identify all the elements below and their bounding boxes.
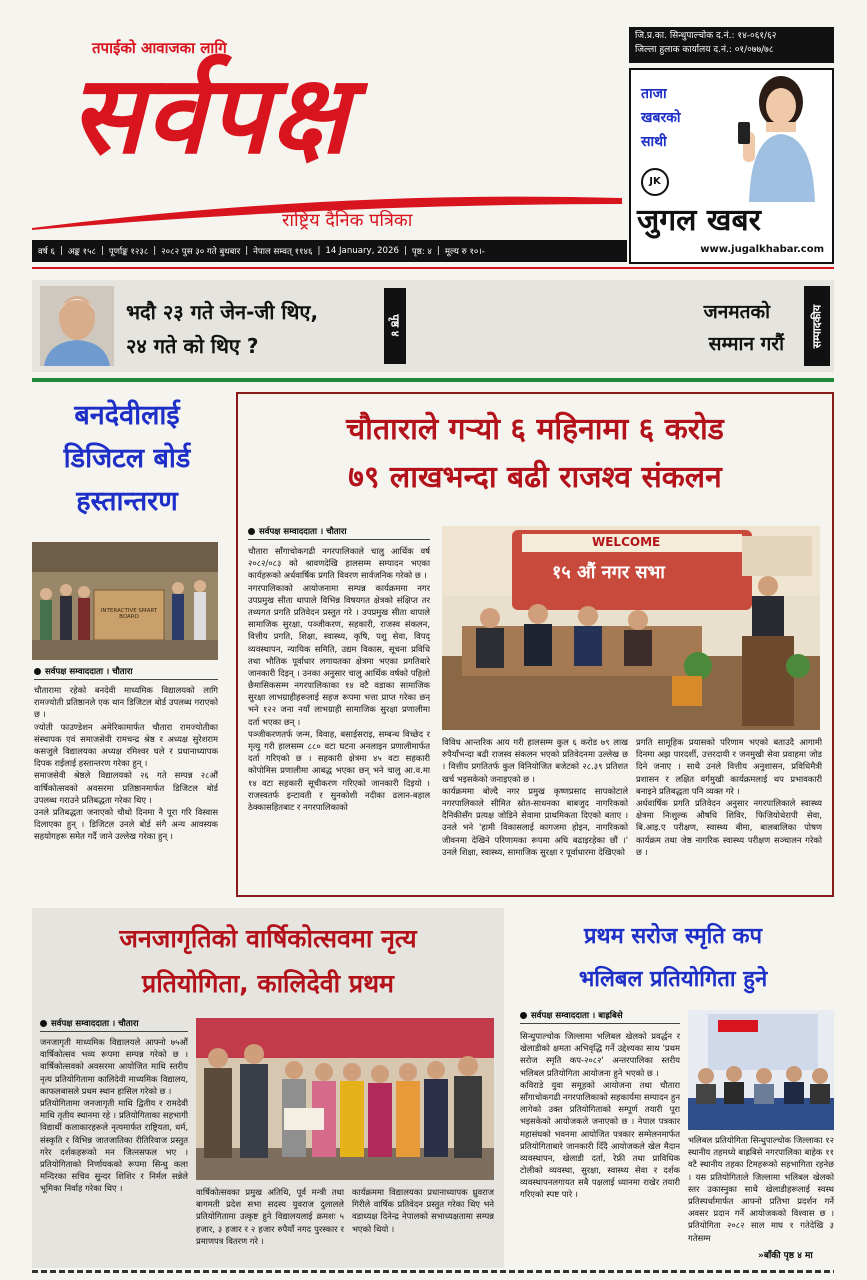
ad-tagline-3: साथी: [641, 134, 667, 150]
registration-line-2: जिल्ला हुलाक कार्यालय द.नं.: ०१/०७७/७८: [635, 44, 774, 55]
masthead-subtitle: राष्ट्रिय दैनिक पत्रिका: [282, 210, 413, 231]
teaser-page-ref[interactable]: [384, 288, 406, 364]
council-meeting-photo: [442, 526, 820, 730]
continued-link[interactable]: »बाँकी पृष्ठ ४ मा: [758, 1251, 813, 1261]
left-headline-line-2: डिजिटल बोर्ड: [63, 443, 191, 475]
editorial-tab[interactable]: [804, 286, 830, 366]
editorial-tab-label: सम्पादकीय: [810, 304, 824, 349]
bottom-right-headline-line-2: भलिबल प्रतियोगिता हुने: [578, 966, 768, 992]
main-headline-line-1: चौताराले गर्‍यो ६ महिनामा ६ करोड: [346, 412, 724, 447]
bottom-left-byline-text: सर्वपक्ष सम्वाददाता । चौतारा: [51, 1019, 139, 1029]
editorial-line-2: सम्मान गरौं: [708, 333, 784, 355]
left-story-headline[interactable]: [32, 394, 222, 524]
digital-board-photo: [32, 542, 218, 660]
left-story-byline: [34, 666, 218, 680]
bottom-left-headline-line-1: जनजागृतिको वार्षिकोत्सवमा नृत्य: [119, 924, 417, 953]
footer-rule: [32, 1270, 834, 1273]
registration-line-1: जि.प्र.का. सिन्धुपाल्चोक द.नं.: १४-०६१/६२: [635, 31, 777, 41]
bottom-left-col-1: जनजागृती माध्यमिक विद्यालयले आफ्नो ७५औं वार्षिकोत्सव भव्य रूपमा सम्पन्न गरेको छ । वार्षिकोत्सवको अवसरमा आयोजित माथि स्तरीय नृत्य प्रतियोगितामा कालिदेवी माध्यमिक विद्यालय, काफलबासले प्रथम स्थान हासिल गरेको छ । प्रतियोगितामा जनजागृती माथि द्वितीय र रामदेवी माथि तृतीय स्थानमा रहे । प्रतियोगिताका सहभागी विद्यार्थी कलाकारहरूले नृत्यमार्फत राष्ट्रियता, धर्म, संस्कृति र विभिन्न जातजातिका रीतिरिवाज प्रस्तुत गरेर दर्शकहरूको मन जित्नसफल भए । प्रतियोगिताको निर्णायकको रूपमा सिन्धु कला मन्दिरका सचिव सुन्दर शिशिर र निर्मल सन्नेले भूमिका निर्वाह गरेका थिए ।: [40, 1037, 188, 1194]
bottom-right-byline-text: सर्वपक्ष सम्वाददाता । बाह्रबिसे: [531, 1011, 623, 1021]
dateline-issue: अङ्क १५८: [67, 247, 97, 257]
main-story-photo: [442, 526, 820, 730]
left-story-body: चौतारामा रहेको बनदेवी माध्यमिक विद्यालयको लागि रामज्योती प्रतिष्ठानले एक थान डिजिटल बोर्ड उपलब्ध गराएको छ । ज्योती फाउण्डेशन अमेरिकामार्फत चौतारा रामज्योतीका संस्थापक एवं समाजसेवी रामचन्द्र श्रेष्ठ र अध्यक्ष सुरेशराम कसजुले विद्यालयका अध्यक्ष रमिश्वर घले र प्रधानाध्यापक दिपक राईलाई हस्तान्तरण गरेका हुन् । समाजसेवी श्रेष्ठले विद्यालयको २६ गते सम्पन्न २८औं वार्षिकोत्सवको अवसरमा प्रतिष्ठानमार्फत डिजिटल बोर्ड उपलब्ध गराउने प्रतिबद्धता गरेका थिए । उनले प्रतिबद्धता जनाएको चौथो दिनमा नै पूरा गरि विस्वास दिलाएका हुन् । डिजिटल उनले बोर्ड संगै अन्य आवस्यक सहयोगहरू समेत गर्दै जाने उल्लेख गरेका हुन् ।: [34, 685, 218, 842]
ad-url[interactable]: www.jugalkhabar.com: [700, 244, 824, 255]
photo-banner-text: १५ औं नगर सभा: [552, 562, 665, 583]
dateline-bar: वर्ष ६ | अङ्क १५८ | पूर्णाङ्क १२३८ | २०८२ पुस ३० गते बुधबार | नेपाल सम्वत् ११४६ | 14 January, 2026 | पृष्ठ: ४ | मूल्य रु १०।-: [32, 240, 627, 262]
main-byline-text: सर्वपक्ष सम्वाददाता । चौतारा: [259, 527, 347, 537]
teaser-line-1: भदौ २३ गते जेन-जी थिए,: [126, 300, 319, 324]
left-byline-text: सर्वपक्ष सम्वाददाता । चौतारा: [45, 667, 133, 677]
ad-tagline-1: ताजा: [641, 86, 667, 102]
masthead-tagline: तपाईको आवाजका लागि: [92, 39, 227, 57]
main-headline-line-2: ७९ लाखभन्दा बढी राजश्व संकलन: [348, 460, 722, 495]
ad-tagline-2: खबरको: [641, 110, 681, 126]
left-headline-line-3: हस्तान्तरण: [76, 486, 178, 518]
main-story-headline[interactable]: [242, 406, 828, 502]
masthead-title: सर्वपक्ष: [70, 53, 350, 178]
bottom-left-headline[interactable]: [36, 916, 500, 1006]
ad-woman-figure: [721, 72, 831, 207]
green-rule: [32, 378, 834, 382]
byline-bullet-icon: [520, 1012, 527, 1019]
registration-box: [629, 27, 834, 63]
byline-bullet-icon: [248, 528, 255, 535]
bottom-left-col-2: वार्षिकोत्सवका प्रमुख अतिथि, पूर्व मन्त्री तथा बागमती प्रदेश सभा सदस्य युवराज दुलालले प्रतियोगितामा उत्कृष्ट हुने विद्यालयलाई क्रमशः ५ हजार, ३ हजार र २ हजार रुपैयाँ नगद पुरस्कार र प्रमाणपत्र वितरण गरे ।: [196, 1187, 344, 1246]
bottom-left-headline-line-2: प्रतियोगिता, कालिदेवी प्रथम: [141, 969, 394, 998]
ad-brand: जुगल खबर: [637, 203, 761, 238]
dateline-nepal-sambat: नेपाल सम्वत् ११४६: [253, 247, 313, 257]
dateline-date-np: २०८२ पुस ३० गते बुधबार: [161, 247, 241, 257]
bottom-right-byline: [520, 1010, 680, 1024]
main-story-col-2: विविध आन्तरिक आय गरी हालसम्म कुल ६ करोड ७९ लाख रुपैयाँभन्दा बढी राजस्व संकलन भएको प्रतिवेदनमा उल्लेख छ । वित्तीय प्रगतितर्फ कुल विनियोजित बजेटको २८.३९ प्रतिशत खर्च भइसकेको जनाइएको छ । कार्यक्रममा बोल्दै नगर प्रमुख कृष्णप्रसाद सापकोटाले नगरपालिकाले सीमित स्रोत-साधनका बाबजुद नागरिकको दैनिकीसँग प्रत्यक्ष जोडिने सेवामा प्राथमिकता दिएको बताए । उनले भने 'हामी विकासलाई कागजमा होइन, नागरिकको जीवनमा देखिने परिणामका रूपमा अघि बढाइरहेका छौं ।' उनले शिक्षा, स्वास्थ्य, सामाजिक सुरक्षा र पूर्वाधारमा देखिएको: [442, 737, 628, 857]
dateline-rule: [32, 267, 834, 269]
bottom-right-col-2: भलिबल प्रतियोगिता सिन्धुपाल्चोक जिल्लाका १२ स्थानीय तहमध्ये बाह्रबिसे नगरपालिका बाहेक ११ वटै स्थानीय तहका टिमहरूको सहभागिता रहनेछ । यस प्रतियोगिताले जिल्लामा भलिबल खेलको स्तर उकास्नुका साथै खेलाडीहरूलाई स्वस्थ प्रतिस्पर्धामार्फत आफ्नो प्रतिभा प्रदर्शन गर्ने अवसर प्रदान गर्ने आयोजकको विश्वास छ । प्रतियोगिता २०८२ साल माघ १ गतेदेखि ३ गतेसम्म: [688, 1135, 834, 1243]
bottom-right-headline[interactable]: [512, 916, 834, 1002]
jugal-khabar-ad[interactable]: [629, 68, 834, 264]
byline-bullet-icon: [40, 1020, 47, 1027]
press-meet-photo: [688, 1010, 834, 1130]
teaser-page-ref-label: पृष्ठ ४: [388, 314, 402, 337]
main-story-byline: [248, 526, 430, 540]
main-story-col-1: चौतारा साँगाचोकगढी नगरपालिकाले चालु आर्थिक वर्ष २०८२/०८३ को श्रावणदेखि हालसम्म सम्पादन भएका कार्यहरूको अर्धवार्षिक प्रगति विवरण सार्वजनिक गरेको छ । नगरपालिकाको आयोजनामा सम्पन्न कार्यक्रममा नगर उपप्रमुख सीता थापाले विभिन्न विषयगत क्षेत्रको संक्षिप्त तर तथ्यगत प्रगति प्रतिवेदन प्रस्तुत गरे । उपप्रमुख सीता थापाले सामाजिक सुरक्षा, पञ्जीकरण, सहकारी, राजस्व संकलन, वित्तीय प्रगति, शिक्षा, स्वास्थ्य, कृषि, पशु सेवा, विपद् व्यवस्थापन, न्यायिक समिति, उद्यम विकास, सूचना प्रविधि तथा भौतिक पूर्वाधार लगायतका क्षेत्रमा भएका प्रगतिबारे जानकारी दिइन् । उनका अनुसार चालु आर्थिक वर्षको पहिलो छैमासिकसम्म नगरपालिकाका १४ वटै वडाका सामाजिक सुरक्षा लाभग्राहीहरूलाई सहज रूपमा भत्ता प्राप्त गरेका छन् भने १२२ जना नयाँ लाभग्राही सामाजिक सुरक्षा प्रणालीमा दर्ता भएका छन् । पञ्जीकरणतर्फ जन्म, विवाह, बसाईसराइ, सम्बन्ध विच्छेद र मृत्यु गरी हालसम्म ८८० वटा घटना अनलाइन प्रणालीमार्फत दर्ता गरिएको छ । सहकारी क्षेत्रमा ४५ वटा सहकारी कोपोमिस प्रणालीमा आबद्ध भएका छन् भने चालु आ.व.मा १४ वटा सहकारी सूचीकरण गरिएको जानकारी दिइयो । राजस्वतर्फ इन्टावती र सुनकोशी नदीका ढलान-बहाल ठेक्कासहितबाट र नगरपालिकाको: [248, 546, 430, 812]
bottom-left-col-3: कार्यक्रममा विद्यालयका प्रधानाध्यापक ध्रुवराज गिरीले वार्षिक प्रतिवेदन प्रस्तुत गरेका थिए भने वडाध्यक्ष दिनेन्द्र नेपालको सभाध्यक्षतामा सम्पन्न भएको थियो ।: [352, 1187, 494, 1234]
photo-board-label: INTERACTIVE SMART BOARD: [100, 608, 158, 620]
dateline-date-en: 14 January, 2026: [325, 246, 399, 256]
editorial-line-1: जनमतको: [703, 301, 770, 323]
prize-ceremony-photo: [196, 1018, 494, 1180]
main-story-col-3: प्रगति सामूहिक प्रयासको परिणाम भएको बताउदै आगामी दिनमा अझ पारदर्शी, उत्तरदायी र जनमुखी सेवा प्रवाहमा जोड दिने जनाए । साथै उनले वित्तीय अनुशासन, प्रविधिमैत्री प्रशासन र लक्षित वर्गमुखी कार्यक्रमलाई थप प्रभावकारी बनाइने प्रतिबद्धता पनि व्यक्त गरे । अर्धवार्षिक प्रगति प्रतिवेदन अनुसार नगरपालिकाले स्वास्थ्य क्षेत्रमा निःशुल्क औषधि शिविर, फिजियोथेरापी सेवा, बि.आइ.ए परीक्षण, स्वास्थ्य बीमा, बालबालिका पोषण कार्यक्रम तथा जेष्ठ नागरिक स्वास्थ्य परीक्षण सञ्चालन गरेको छ ।: [636, 737, 822, 857]
dateline-pages: पृष्ठ: ४: [411, 247, 432, 257]
byline-bullet-icon: [34, 668, 41, 675]
bottom-right-photo: [688, 1010, 834, 1130]
teaser-band[interactable]: [32, 280, 834, 372]
bottom-left-photo: [196, 1018, 494, 1180]
ad-logo-mark: JK: [641, 168, 669, 196]
photo-banner-welcome: WELCOME: [592, 535, 661, 549]
bottom-right-headline-line-1: प्रथम सरोज स्मृति कप: [584, 924, 762, 949]
bottom-left-byline: [40, 1018, 188, 1032]
bottom-right-col-1: सिन्धुपाल्चोक जिल्लामा भलिबल खेलको प्रवर्द्धन र खेलाडीको क्षमता अभिवृद्धि गर्ने उद्देश्यका साथ 'प्रथम सरोज स्मृति कप-२०८२' अन्तरपालिका स्तरीय भलिबल प्रतियोगिता आयोजना हुने भएको छ । कविराडे युवा समूहको आयोजना तथा चौतारा साँगाचोकगढी नगरपालिकाको सहकार्यमा सम्पादन हुन लागेको उक्त प्रतियोगिताको सम्पूर्ण तयारी पूरा भइसकेको आयोजकले जनाएको छ । नेपाल पत्रकार महासंघको भवनमा आयोजित पत्रकार सम्मेलनमार्फत प्रतियोगिताबारे जानकारी दिँदै आयोजकले खेल मैदान व्यवस्थापन, खेलाडी दर्ता, रेफ्री तथा प्राविधिक टोलीको व्यवस्था, सुरक्षा, स्वास्थ्य सेवा र दर्शक व्यवस्थापनलगायत सबै पक्षलाई ध्यानमा राखेर तयारी गरिएको स्पष्ट पारे ।: [520, 1031, 680, 1200]
left-headline-line-1: बनदेवीलाई: [74, 400, 180, 431]
teaser-line-2: २४ गते को थिए ?: [126, 334, 259, 358]
teaser-portrait: [40, 286, 114, 366]
dateline-price: मूल्य रु १०।-: [444, 247, 485, 257]
dateline-total: पूर्णाङ्क १२३८: [108, 247, 149, 257]
dateline-volume: वर्ष ६: [38, 247, 55, 257]
masthead: [32, 30, 627, 235]
left-story-photo: [32, 542, 218, 660]
